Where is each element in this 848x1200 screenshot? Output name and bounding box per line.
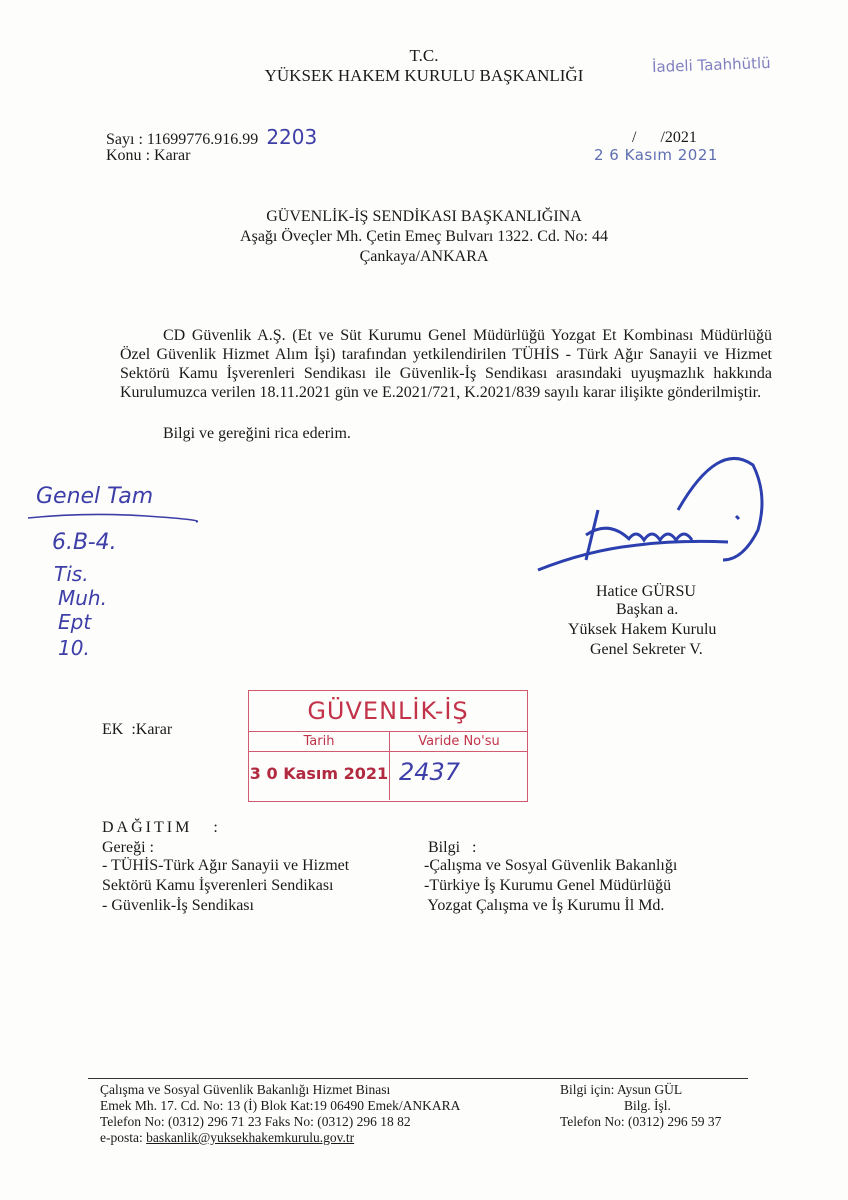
footer-email-link[interactable]: baskanlik@yuksekhakemkurulu.gov.tr [146,1130,355,1145]
registered-mail-stamp: İadeli Taahhütlü [651,53,771,77]
sayi-label: Sayı [106,131,135,148]
footer-email-label: e-posta: [100,1130,147,1145]
distribution-gereği-label: Gereği : [102,839,154,856]
distribution-gereği-item: Sektörü Kamu İşverenleri Sendikası [102,877,334,894]
footer-address1: Çalışma ve Sosyal Güvenlik Bakanlığı Hizmet Binası [100,1082,391,1097]
receipt-stamp-org: GÜVENLİK-İŞ [307,697,469,725]
body-paragraph-text: CD Güvenlik A.Ş. (Et ve Süt Kurumu Genel Müdürlüğü Yozgat Et Kombinası Müdürlüğü Özel Güvenlik Hizmet Alım İşi) tarafından yetkilendirilen TÜHİS - Türk Ağır Sanayii ve Hizmet Sektörü Kamu İşverenleri Sendikası ile Güvenlik-İş Sendikası arasındaki uyuşmazlık hakkında Kurulumuzca verilen 18.11.2021 gün ve E.2021/721, K.2021/839 sayılı karar ilişikte gönderilmiştir. [120,327,772,401]
receipt-stamp-tarih-label: Tarih [303,734,335,749]
handwritten-note-line1: Genel Tam [36,484,154,509]
signature-scribble [528,450,778,580]
header-tc: T.C. [409,46,439,65]
footer-contact-role: Bilg. İşl. [624,1098,671,1113]
handwritten-note-line6: 10. [58,636,90,660]
recipient-address: Aşağı Öveçler Mh. Çetin Emeç Bulvarı 1322. Cd. No: 44 [240,228,608,245]
handwritten-note-line3: Tis. [54,562,89,586]
receipt-stamp-number: 2437 [399,758,461,786]
receipt-stamp-body [249,732,527,800]
receipt-stamp [248,690,528,802]
handwritten-note-line2: 6.B-4. [52,530,117,555]
distribution-bilgi-item: -Çalışma ve Sosyal Güvenlik Bakanlığı [424,857,678,874]
distribution-gereği-item: - Güvenlik-İş Sendikası [102,897,254,914]
distribution-bilgi-label: Bilgi : [428,839,477,856]
receipt-stamp-divider [249,751,527,752]
body-paragraph [120,326,772,402]
footer-email-line [100,1130,354,1146]
distribution-title: DAĞITIM : [102,819,221,836]
signatory-name: Hatice GÜRSU [596,583,696,600]
footer-contact-name: Bilgi için: Aysun GÜL [560,1082,683,1097]
distribution-bilgi-item: -Türkiye İş Kurumu Genel Müdürlüğü [424,877,672,894]
date-stamp: 2 6 Kasım 2021 [594,146,718,164]
distribution-bilgi-item: Yozgat Çalışma ve İş Kurumu İl Md. [424,897,665,914]
handwritten-underline [26,508,198,528]
konu-label: Konu [106,147,142,164]
handwritten-note-line4: Muh. [58,586,107,610]
sayi-value: : 11699776.916.99 [138,131,259,148]
recipient-name: GÜVENLİK-İŞ SENDİKASI BAŞKANLIĞINA [266,208,582,225]
receipt-stamp-header [249,691,527,732]
footer-divider [88,1078,748,1079]
signatory-title1: Başkan a. [616,601,679,618]
footer-phone: Telefon No: (0312) 296 71 23 Faks No: (0312) 296 18 82 [100,1114,411,1129]
closing-sentence: Bilgi ve gereğini rica ederim. [163,425,351,442]
receipt-stamp-date: 3 0 Kasım 2021 [249,764,389,783]
footer-contact-phone: Telefon No: (0312) 296 59 37 [560,1114,722,1129]
signatory-title3: Genel Sekreter V. [590,641,703,658]
distribution-gereği-item: - TÜHİS-Türk Ağır Sanayii ve Hizmet [102,857,350,874]
date-printed: / /2021 [632,129,697,146]
attachment-label: EK :Karar [102,721,173,738]
konu-value: : Karar [145,147,191,164]
sayi-handwritten: 2203 [266,125,318,149]
signatory-title2: Yüksek Hakem Kurulu [568,621,717,638]
receipt-stamp-varide-label: Varide No'su [418,734,500,749]
header-institution: YÜKSEK HAKEM KURULU BAŞKANLIĞI [264,66,584,85]
footer-address2: Emek Mh. 17. Cd. No: 13 (İ) Blok Kat:19 06490 Emek/ANKARA [100,1098,461,1113]
konu-line [106,146,190,165]
recipient-city: Çankaya/ANKARA [359,248,489,265]
handwritten-note-line5: Ept [58,610,92,634]
